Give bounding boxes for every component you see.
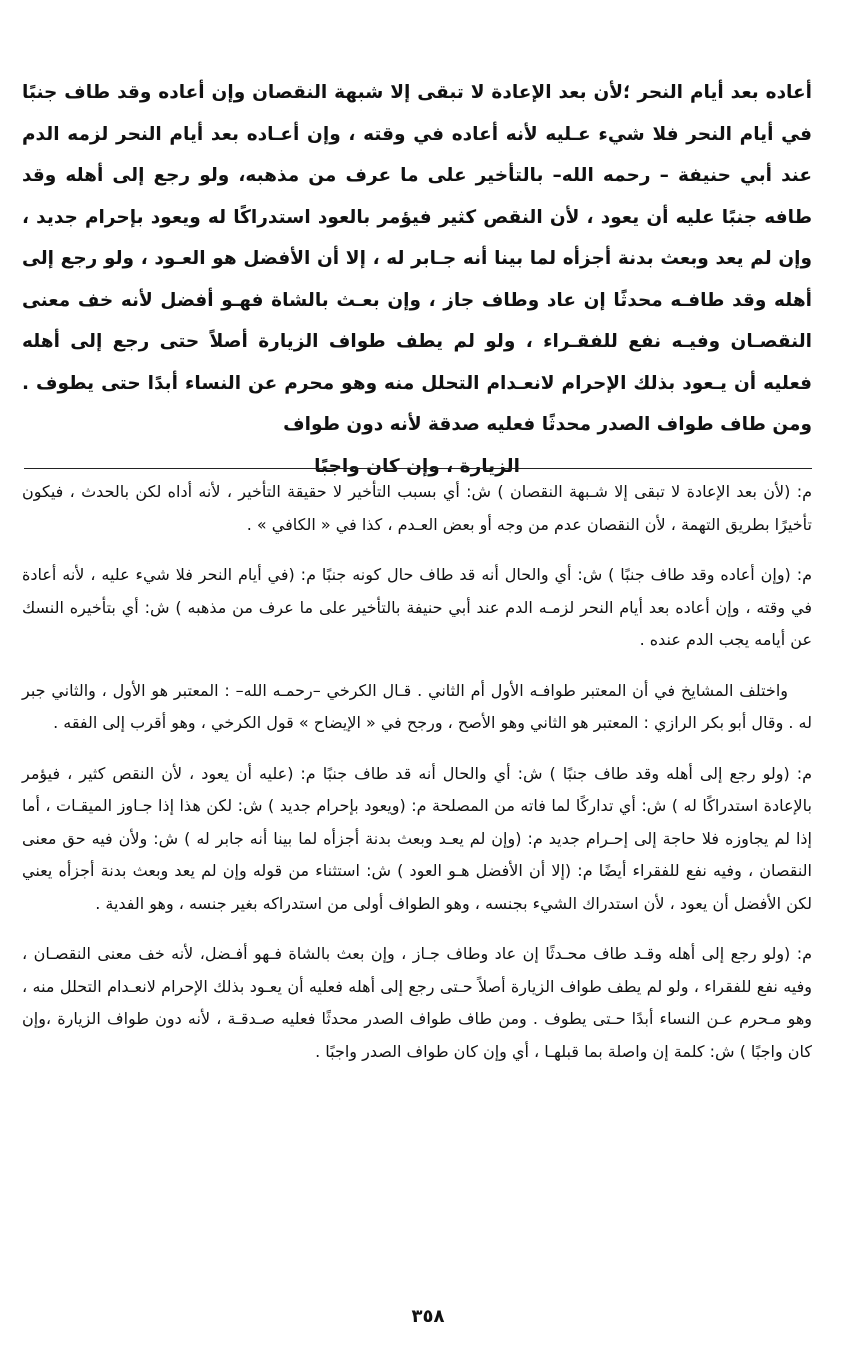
commentary-paragraph-2: م: (وإن أعاده وقد طاف جنبًا ) ش: أي والحال أنه قد طاف حال كونه جنبًا م: (في أيام النحر فلا شيء عليه ، لأنه أعادة في وقته ، وإن أعاده بعد أيام النحر لزمـه الدم عند أبي حنيفة بالتأخير على ما عرف من مذهبه ) ش: أي بتأخيره النسك عن أيامه يجب الدم عنده . xyxy=(22,565,812,649)
commentary-text xyxy=(22,476,812,1086)
commentary-paragraph-1: م: (لأن بعد الإعادة لا تبقى إلا شـبهة النقصان ) ش: أي بسبب التأخير لا حقيقة التأخير ، لأنه أداه لكن بالحدث ، فيكون تأخيرًا بطريق التهمة ، لأن النقصان عدم من وجه أو بعض العـدم ، كذا في « الكافي » . xyxy=(22,482,812,534)
commentary-paragraph-5: م: (ولو رجع إلى أهله وقـد طاف محـدثًا إن عاد وطاف جـاز ، وإن بعث بالشاة فـهو أفـضل، لأنه خف معنى النقصـان ، وفيه نفع للفقراء ، ولو لم يطف طواف الزيارة أصلاً حـتى رجع إلى أهله فعليه أن يعـود بذلك الإحرام لانعـدام التحلل منه ، وهو مـحرم عـن النساء أبدًا حـتى يطوف . ومن طاف طواف الصدر محدثًا فعليه صـدقـة ، لأنه دون طواف الزيارة ،وإن كان واجبًا ) ش: كلمة إن واصلة بما قبلهـا ، أي وإن كان طواف الصدر واجبًا . xyxy=(22,944,812,1061)
matn-paragraph: أعاده بعد أيام النحر ؛لأن بعد الإعادة لا تبقى إلا شبهة النقصان وإن أعاده وقد طاف جنبًا في أيام النحر فلا شيء عـليه لأنه أعاده في وقته ، وإن أعـاده بعد أيام النحر لزمه الدم عند أبي حنيفة – رحمه الله– بالتأخير على ما عرف من مذهبه، ولو رجع إلى أهله وقد طافه جنبًا عليه أن يعود ، لأن النقص كثير فيؤمر بالعود استدراكًا له ويعود بإحرام جديد ، وإن لم يعد وبعث بدنة أجزأه لما بينا أنه جـابر له ، إلا أن الأفضل هو العـود ، ولو رجع إلى أهله وقد طافـه محدثًا إن عاد وطاف جاز ، وإن بعـث بالشاة فهـو أفضل لأنه خف معنى النقصـان وفيـه نفع للفقـراء ، ولو لم يطف طواف الزيارة أصلاً حتى رجع إلى أهله فعليه أن يـعود بذلك الإحرام لانعـدام التحلل منه وهو محرم عن النساء أبدًا حتى يطوف . ومن طاف طواف الصدر محدثًا فعليه صدقة لأنه دون طواف xyxy=(22,82,812,435)
matn-last-line: الزيارة ، وإن كان واجبًا xyxy=(314,455,520,477)
footnote-divider xyxy=(24,468,812,469)
matn-text xyxy=(22,72,812,487)
commentary-paragraph-3: واختلف المشايخ في أن المعتبر طوافـه الأول أم الثاني . قـال الكرخي –رحمـه الله– : المعتبر هو الأول ، والثاني جبر له . وقال أبو بكر الرازي : المعتبر هو الثاني وهو الأصح ، ورجح في « الإيضاح » قول الكرخي ، وهو أقرب إلى الفقه . xyxy=(22,680,812,732)
page-number: ٣٥٨ xyxy=(411,1306,445,1327)
commentary-paragraph-4: م: (ولو رجع إلى أهله وقد طاف جنبًا ) ش: أي والحال أنه قد طاف جنبًا م: (عليه أن يعود ، لأن النقص كثير ، فيؤمر بالإعادة استدراكًا له ) ش: أي تداركًا لما فاته من المصلحة م: (ويعود بإحرام جديد ) ش: لكن هذا إذا جـاوز الميقـات ، أما إذا لم يجاوزه فلا حاجة إلى إحـرام جديد م: (وإن لم يعـد وبعث بدنة أجزأه لما بينا أنه جابر له ) ش: ولأن فيه حق معنى النقصان ، وفيه نفع للفقراء أيضًا م: (إلا أن الأفضل هـو العود ) ش: استثناء من قوله وإن لم يعد وبعث بدنة أجزأه يعني لكن الأفضل أن يعود ، لأن استدراك الشيء بجنسه ، وهو الطواف أولى من استدراكه بغير جنسه ، وهو الفدية . xyxy=(22,763,812,913)
